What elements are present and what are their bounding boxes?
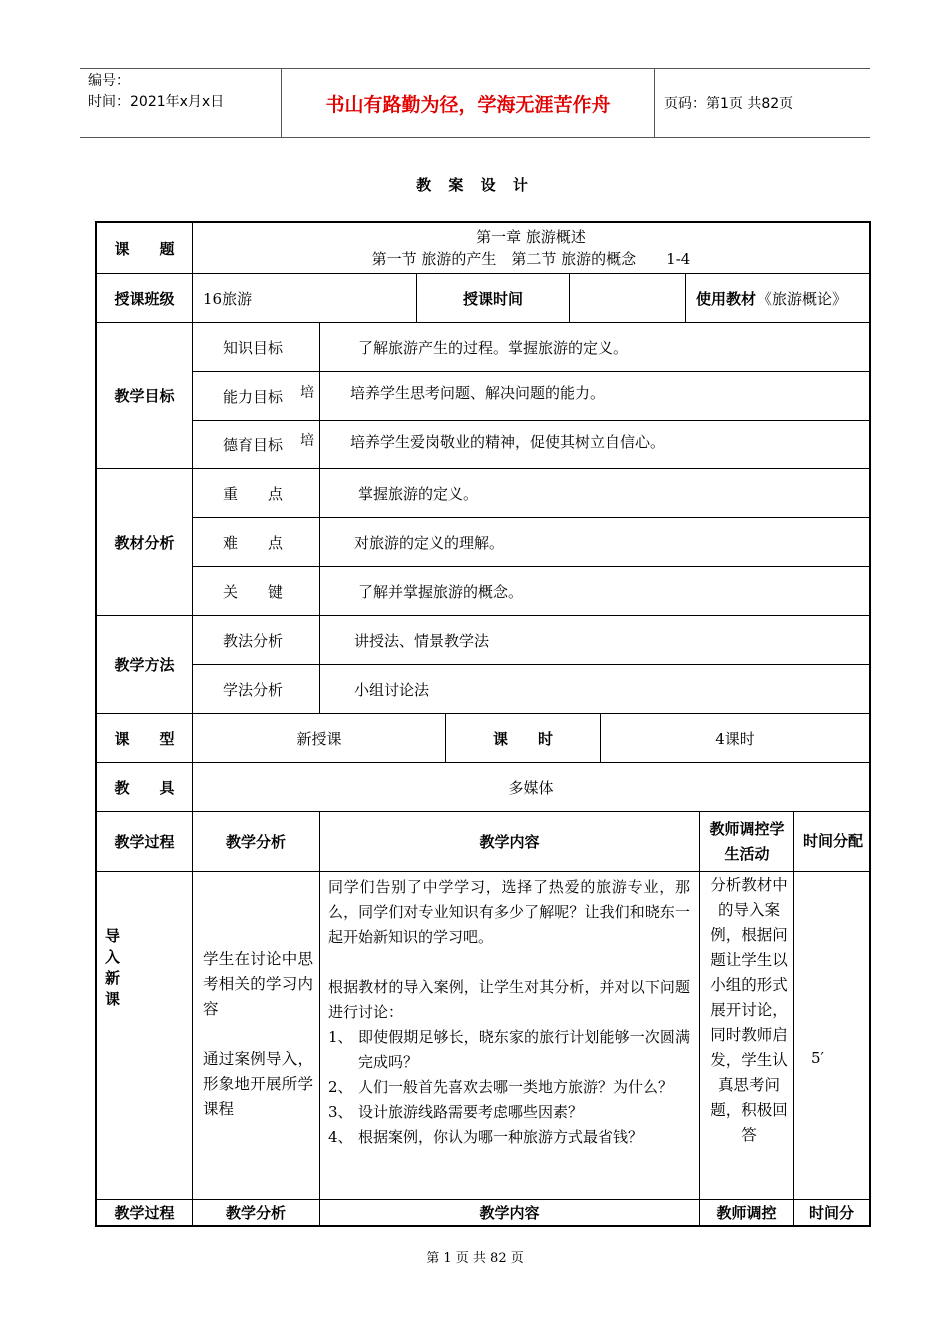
time-label: 授课时间 [462,289,523,308]
time-value [570,274,685,322]
question-text: 人们一般首先喜欢去哪一类地方旅游？为什么？ [358,1078,674,1096]
goal-moral-value: 培养学生爱岗敬业的精神，促使其树立自信心。 [350,432,666,451]
question-number: 1、 [328,1028,353,1046]
process-header-analysis-2: 教学分析 [225,1204,286,1222]
question-text: 即使假期足够长，晓东家的旅行计划能够一次圆满完成吗？ [358,1028,690,1071]
class-label: 授课班级 [114,289,175,308]
goal-knowledge-label: 知识目标 [223,338,284,357]
goal-ability-mark: 培 [300,385,314,401]
question-item [328,1125,690,1150]
page-footer: 第 1 页 共 82 页 [426,1251,524,1266]
topic-label: 课 题 [114,239,175,258]
process-header-stage-2: 教学过程 [114,1204,175,1222]
hours-label: 课 时 [492,729,553,748]
topic-value [193,223,869,273]
intro-analysis-1: 学生在讨论中思考相关的学习内容 [203,950,313,1018]
class-value: 16旅游 [203,289,253,308]
teach-method-value: 讲授法、情景教学法 [354,631,490,650]
textbook-label: 使用教材 [696,289,757,308]
crux-label: 关 键 [223,582,284,601]
process-header-activity: 教师调控学生活动 [709,819,785,863]
intro-content [328,875,690,1150]
textbook-value: 《旅游概论》 [756,289,847,308]
process-header-analysis: 教学分析 [225,833,286,851]
header-motto: 书山有路勤为径，学海无涯苦作舟 [282,69,655,137]
type-value: 新授课 [296,729,342,748]
difficulty-label: 难 点 [223,533,284,552]
key-label: 重 点 [223,484,284,503]
question-number: 3、 [328,1103,353,1121]
goal-ability-label: 能力目标 [223,387,284,406]
tools-label: 教 具 [114,778,175,797]
page-header [80,68,870,138]
key-value: 掌握旅游的定义。 [358,484,479,503]
goals-label: 教学目标 [114,387,175,405]
question-list [328,1025,690,1150]
question-item [328,1100,690,1125]
question-item [328,1075,690,1100]
document-title: 教 案 设 计 [416,176,534,194]
intro-analysis [203,947,313,1122]
goal-moral-label: 德育目标 [223,436,284,454]
process-header-activity-2: 教师调控 [716,1204,777,1222]
intro-label: 导入新课 [105,927,121,1008]
process-header-time-2: 时间分 [808,1204,854,1222]
process-header-content: 教学内容 [479,833,540,851]
learn-method-label: 学法分析 [223,680,284,699]
question-item [328,1025,690,1075]
crux-value: 了解并掌握旅游的概念。 [358,582,524,601]
process-header-stage: 教学过程 [114,833,175,851]
intro-content-1: 同学们告别了中学学习，选择了热爱的旅游专业，那么，同学们对专业知识有多少了解呢？让我们和晓东一起开始新知识的学习吧。 [328,878,690,946]
analysis-label: 教材分析 [114,533,175,552]
header-page-info: 页码：第1页 共82页 [664,96,794,112]
topic-line-1: 第一章 旅游概述 [476,228,586,246]
question-number: 4、 [328,1128,353,1146]
intro-activity: 分析教材中的导入案例，根据问题让学生以小组的形式展开讨论，同时教师启发，学生认真思考问题，积极回答 [710,876,788,1144]
intro-time: 5′ [811,1049,824,1067]
goal-knowledge-value: 了解旅游产生的过程。掌握旅游的定义。 [358,338,629,357]
tools-value: 多媒体 [508,778,554,797]
teach-method-label: 教法分析 [223,631,284,650]
question-text: 根据案例，你认为哪一种旅游方式最省钱？ [358,1128,644,1146]
difficulty-value: 对旅游的定义的理解。 [354,533,505,552]
question-number: 2、 [328,1078,353,1096]
learn-method-value: 小组讨论法 [354,680,430,699]
intro-content-2: 根据教材的导入案例，让学生对其分析，并对以下问题进行讨论： [328,978,690,1021]
type-label: 课 型 [114,729,175,748]
date-label: 时间：2021年x月x日 [88,94,225,110]
process-header-content-2: 教学内容 [479,1204,540,1222]
intro-analysis-2: 通过案例导入，形象地开展所学课程 [203,1050,313,1118]
question-text: 设计旅游线路需要考虑哪些因素？ [358,1103,584,1121]
goal-ability-value: 培养学生思考问题、解决问题的能力。 [350,383,606,402]
process-header-time: 时间分配 [802,832,863,850]
header-left [80,69,282,137]
number-label: 编号： [88,73,130,89]
topic-line-2: 第一节 旅游的产生 第二节 旅游的概念 1-4 [371,250,691,268]
method-label: 教学方法 [114,656,175,674]
goal-moral-mark: 培 [300,433,314,449]
hours-value: 4课时 [715,729,755,748]
